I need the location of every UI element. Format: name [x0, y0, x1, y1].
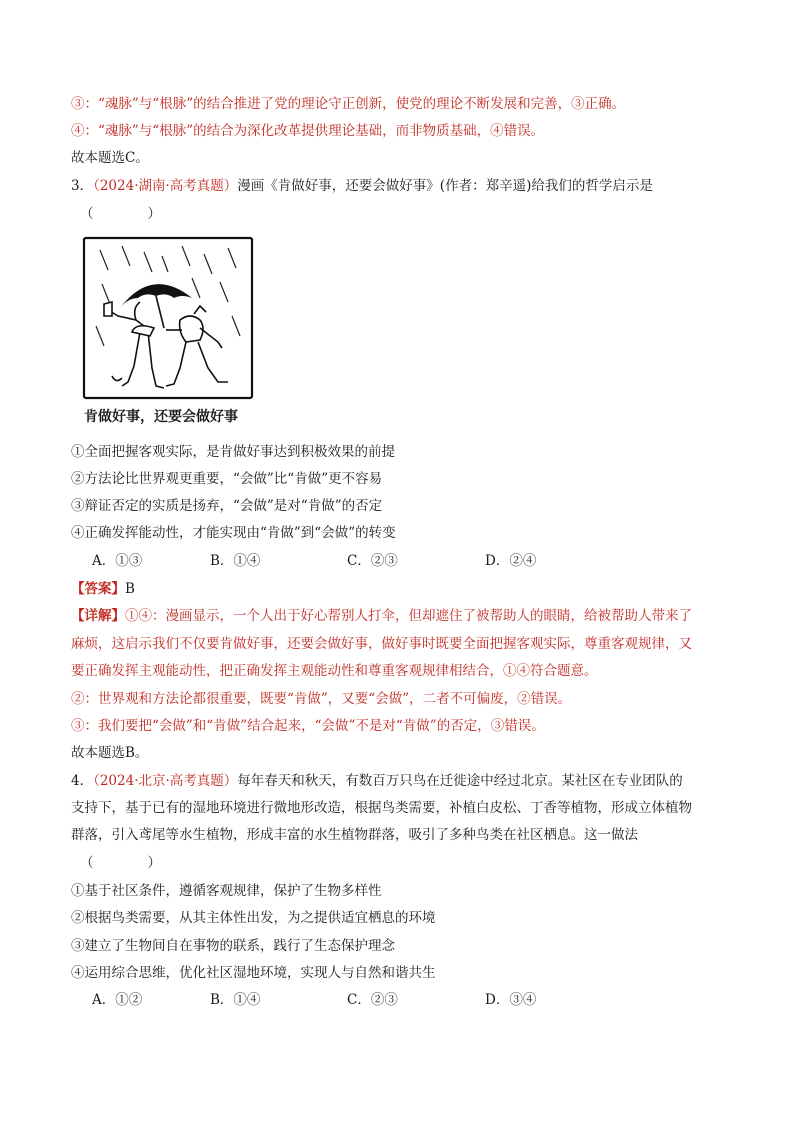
prev-conclusion: 故本题选C。 — [71, 150, 149, 166]
q3-detail-line-3: 要正确发挥主观能动性，把正确发挥主观能动性和尊重客观规律相结合，①④符合题意。 — [71, 663, 598, 679]
q4-statement-3: ③建立了生物间自在事物的联系，践行了生态保护理念 — [71, 938, 395, 954]
q4-number: 4． — [71, 773, 94, 789]
prev-analysis-item3: ③：“魂脉”与“根脉”的结合推进了党的理论守正创新，使党的理论不断发展和完善，③正确。 — [71, 96, 626, 112]
q3-stem: 漫画《肯做好事，还要会做好事》(作者：郑辛遥)给我们的哲学启示是 — [237, 178, 653, 194]
q4-stem-line-2: 支持下，基于已有的湿地环境进行微地形改造，根据鸟类需要，补植白皮松、丁香等植物，形成立体植物 — [71, 800, 692, 816]
cartoon-caption: 肯做好事，还要会做好事 — [84, 409, 238, 425]
answer-value: B — [125, 581, 135, 597]
q3-detail-line-2: 麻烦，这启示我们不仅要肯做好事，还要会做好事，做好事时既要全面把握客观实际，尊重客观规律，又 — [71, 636, 692, 652]
q3-option-c: C．②③ — [347, 553, 398, 569]
answer-label: 【答案】 — [71, 581, 125, 597]
q4-stem-line-1 — [71, 771, 683, 791]
q3-answer-blank: （ ） — [80, 206, 161, 222]
q4-option-d: D．③④ — [485, 992, 537, 1008]
q3-option-d: D．②④ — [485, 553, 537, 569]
q3-statement-1: ①全面把握客观实际，是肯做好事达到积极效果的前提 — [71, 444, 395, 460]
q3-statement-2: ②方法论比世界观更重要，“会做”比“肯做”更不容易 — [71, 471, 383, 487]
q3-stem-line — [71, 176, 653, 196]
q4-statement-4: ④运用综合思维，优化社区湿地环境，实现人与自然和谐共生 — [71, 965, 436, 981]
q3-answer — [71, 579, 135, 599]
q3-source: （2024·湖南·高考真题） — [93, 178, 238, 194]
prev-analysis-item4: ④：“魂脉”与“根脉”的结合为深化改革提供理论基础，而非物质基础，④错误。 — [71, 123, 545, 139]
q4-statement-2: ②根据鸟类需要，从其主体性出发，为之提供适宜栖息的环境 — [71, 910, 436, 926]
q4-statement-1: ①基于社区条件，遵循客观规律，保护了生物多样性 — [71, 883, 382, 899]
q4-option-a: A．①② — [92, 992, 143, 1008]
q3-option-a: A．①③ — [92, 553, 143, 569]
q4-answer-blank: （ ） — [80, 855, 161, 871]
cartoon-illustration — [82, 236, 254, 402]
q3-statement-4: ④正确发挥能动性，才能实现由“肯做”到“会做”的转变 — [71, 525, 396, 541]
q3-detail-line-1 — [71, 606, 692, 626]
q3-detail-line-4: ②：世界观和方法论都很重要，既要“肯做”，又要“会做”，二者不可偏废，②错误。 — [71, 691, 572, 707]
q4-stem-line-3: 群落，引入鸢尾等水生植物，形成丰富的水生植物群落，吸引了多种鸟类在社区栖息。这一做法 — [71, 827, 638, 843]
detail-text: ①④：漫画显示，一个人出于好心帮别人打伞，但却遮住了被帮助人的眼睛，给被帮助人带来了 — [125, 608, 692, 624]
q4-stem-1: 每年春天和秋天，有数百万只鸟在迁徙途中经过北京。某社区在专业团队的 — [237, 773, 683, 789]
q3-statement-3: ③辩证否定的实质是扬弃，“会做”是对“肯做”的否定 — [71, 498, 383, 514]
q3-option-b: B．①④ — [210, 553, 261, 569]
q4-option-c: C．②③ — [347, 992, 398, 1008]
q3-number: 3． — [71, 178, 94, 194]
q3-conclusion: 故本题选B。 — [71, 745, 149, 761]
q4-option-b: B．①④ — [210, 992, 261, 1008]
detail-label: 【详解】 — [71, 608, 125, 624]
q3-detail-line-5: ③：我们要把“会做”和“肯做”结合起来，“会做”不是对“肯做”的否定，③错误。 — [71, 718, 545, 734]
q4-source: （2024·北京·高考真题） — [93, 773, 238, 789]
